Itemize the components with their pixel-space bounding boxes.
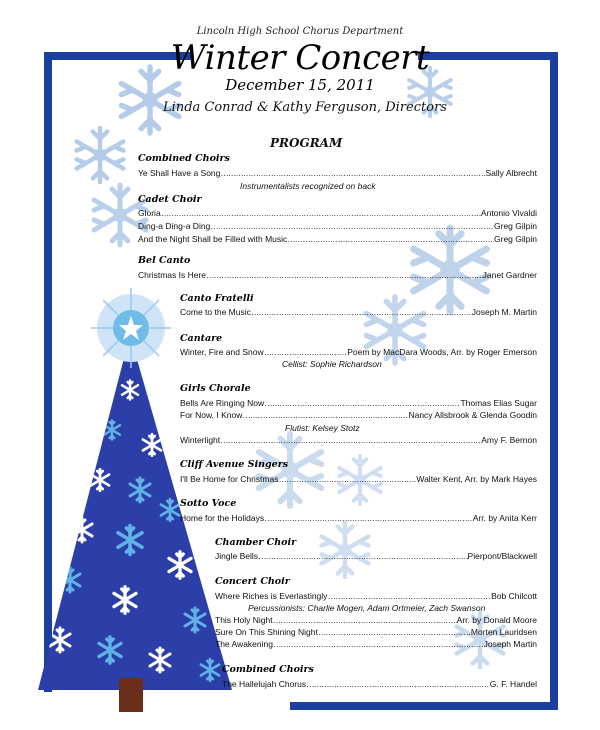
- department-line: Lincoln High School Chorus Department: [196, 26, 404, 37]
- piece-credit: Janet Gardner: [482, 270, 537, 280]
- ensemble-heading: Cantare: [180, 333, 223, 344]
- program-row: [138, 221, 537, 232]
- program-row: [215, 615, 537, 626]
- program-row: [180, 435, 537, 446]
- program-row: [215, 639, 537, 650]
- piece-credit: Walter Kent, Arr. by Mark Hayes: [416, 474, 537, 484]
- program-row: [138, 208, 537, 219]
- directors-line: Linda Conrad & Kathy Ferguson, Directors: [163, 100, 447, 115]
- program-row: [180, 347, 537, 358]
- program-row: [138, 270, 537, 281]
- piece-title: Home for the Holidays: [180, 513, 265, 523]
- ensemble-heading: Girls Chorale: [180, 383, 251, 394]
- concert-date: December 15, 2011: [225, 76, 375, 94]
- piece-title: Where Riches is Everlastingly: [215, 591, 328, 601]
- piece-credit: Arr. by Donald Moore: [456, 615, 537, 625]
- program-row: [180, 307, 537, 318]
- star-icon: [91, 288, 171, 368]
- piece-title: And the Night Shall be Filled with Music: [138, 234, 288, 244]
- program-heading: PROGRAM: [270, 136, 343, 150]
- piece-title: Sure On This Shining Night: [215, 627, 318, 637]
- piece-credit: Bob Chilcott: [491, 591, 537, 601]
- piece-title: Bells Are Ringing Now: [180, 398, 265, 408]
- ensemble-heading: Canto Fratelli: [180, 293, 254, 304]
- program-row: [215, 627, 537, 638]
- piece-title: Christmas Is Here: [138, 270, 207, 280]
- piece-credit: Amy F. Bernon: [481, 435, 537, 445]
- piece-credit: Arr. by Anita Kerr: [472, 513, 537, 523]
- piece-credit: Sally Albrecht: [485, 168, 537, 178]
- piece-credit: G. F. Handel: [489, 679, 537, 689]
- program-row: [180, 398, 537, 409]
- program-row: [180, 513, 537, 524]
- piece-title: Winterlight: [180, 435, 221, 445]
- piece-credit: Nancy Allsbrook & Glenda Goodin: [408, 410, 537, 420]
- piece-credit: Antonio Vivaldi: [480, 208, 537, 218]
- ensemble-heading: Bel Canto: [138, 255, 191, 266]
- piece-title: Winter, Fire and Snow: [180, 347, 264, 357]
- program-row: [138, 168, 537, 179]
- piece-title: Gloria: [138, 208, 161, 218]
- piece-credit: Morten Lauridsen: [470, 627, 537, 637]
- ensemble-heading: Combined Choirs: [138, 153, 230, 164]
- piece-credit: Thomas Elias Sugar: [460, 398, 537, 408]
- piece-title: The Hallelujah Chorus: [222, 679, 307, 689]
- piece-title: Ye Shall Have a Song: [138, 168, 221, 178]
- ensemble-heading: Cliff Avenue Singers: [180, 459, 289, 470]
- program-row: [180, 410, 537, 421]
- program-row: [215, 591, 537, 602]
- piece-title: Jingle Bells: [215, 551, 258, 561]
- performer-note: Cellist: Sophie Richardson: [282, 359, 382, 369]
- piece-credit: Pierpont/Blackwell: [467, 551, 537, 561]
- piece-title: Ding-a Ding-a Ding: [138, 221, 211, 231]
- performer-note: Instrumentalists recognized on back: [240, 181, 376, 191]
- piece-title: I'll Be Home for Christmas: [180, 474, 279, 484]
- page-title: Winter Concert: [170, 38, 430, 78]
- piece-credit: Joseph M. Martin: [471, 307, 537, 317]
- ensemble-heading: Concert Choir: [215, 576, 290, 587]
- program-row: [138, 234, 537, 245]
- piece-credit: Poem by MacDara Woods, Arr. by Roger Emerson: [347, 347, 537, 357]
- piece-credit: Greg Gilpin: [494, 221, 537, 231]
- piece-title: Come to the Music: [180, 307, 251, 317]
- performer-note: Percussionists: Charlie Mogen, Adam Ortmeier, Zach Swanson: [248, 603, 486, 613]
- ensemble-heading: Cadet Choir: [138, 194, 202, 205]
- performer-note: Flutist: Kelsey Stotz: [285, 423, 360, 433]
- ensemble-heading: Sotto Voce: [180, 498, 237, 509]
- piece-title: For Now, I Know: [180, 410, 243, 420]
- ensemble-heading: Chamber Choir: [215, 537, 297, 548]
- piece-title: The Awakening: [215, 639, 273, 649]
- piece-credit: Greg Gilpin: [494, 234, 537, 244]
- piece-title: This Holy Night: [215, 615, 273, 625]
- ensemble-heading: Combined Choirs: [222, 664, 314, 675]
- program-row: [215, 551, 537, 562]
- program-row: [222, 679, 537, 690]
- program-row: [180, 474, 537, 485]
- piece-credit: Joseph Martin: [483, 639, 537, 649]
- tree-trunk: [119, 678, 143, 712]
